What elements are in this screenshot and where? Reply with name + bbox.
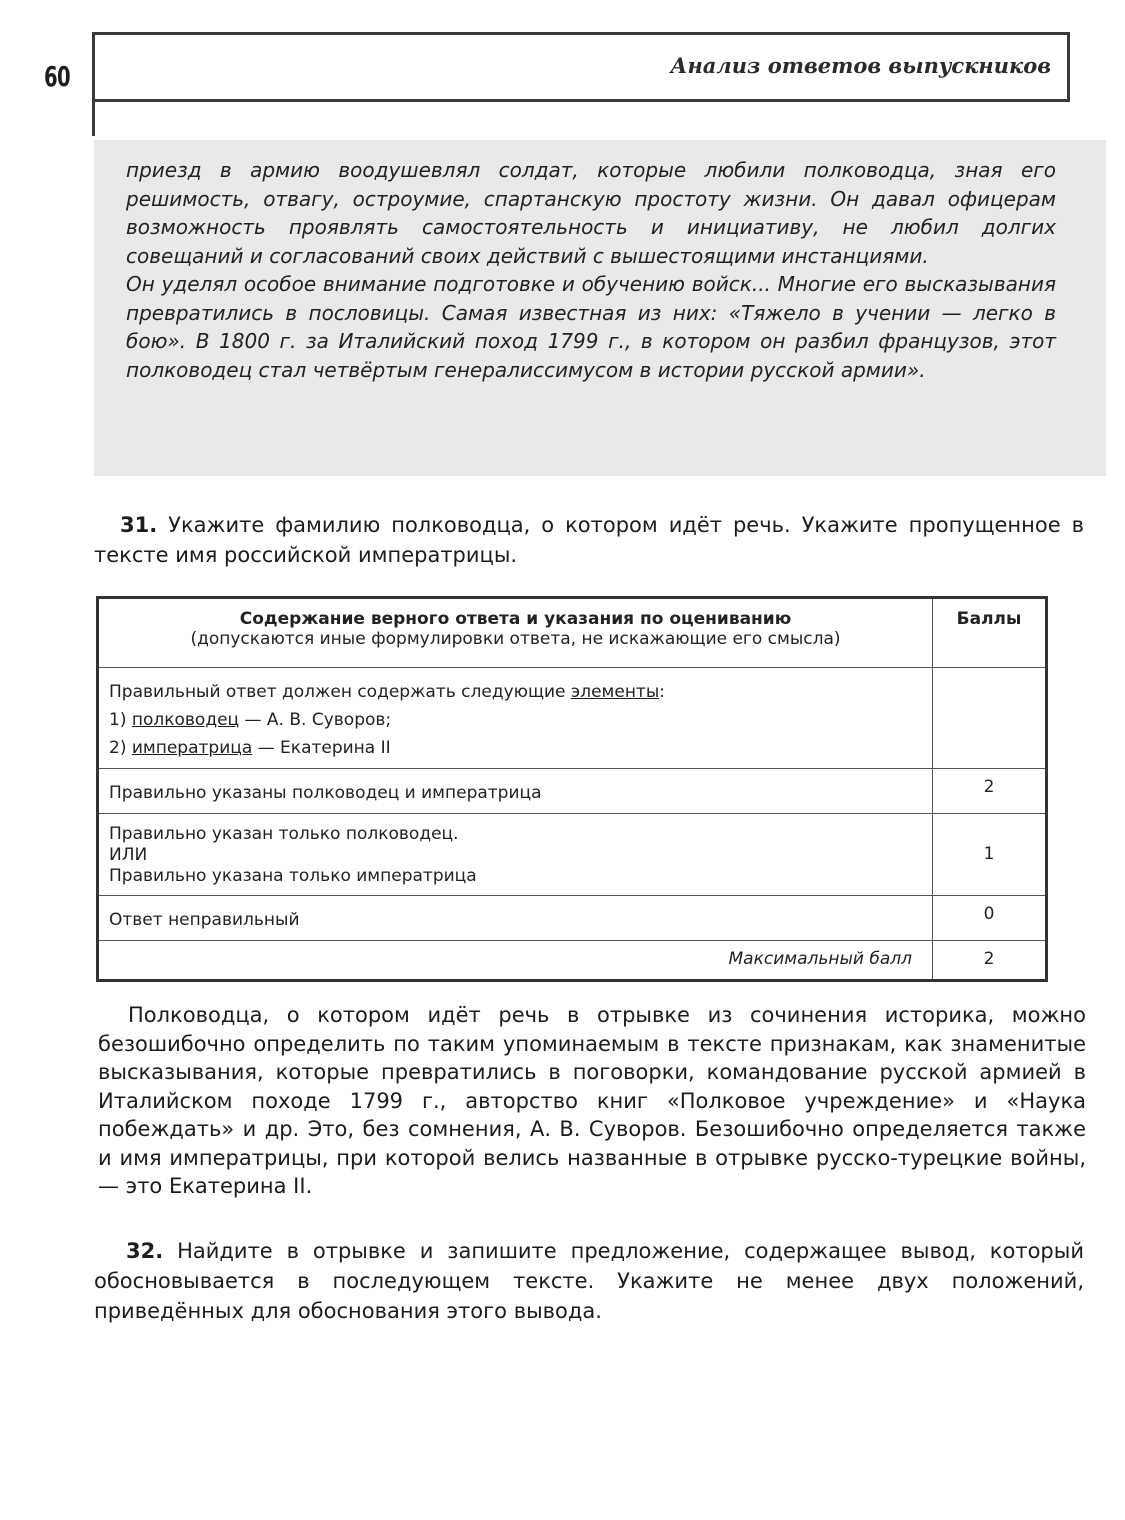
answer-element-1: 1) полководец — А. В. Суворов;: [109, 710, 392, 730]
table-row: [98, 896, 1047, 941]
answer-elements-intro: Правильный ответ должен содержать следующие элементы:: [109, 682, 665, 702]
max-score-label: Максимальный балл: [98, 941, 933, 981]
table-row: [98, 941, 1047, 981]
section-title: Анализ ответов выпускников: [670, 53, 1051, 78]
page-header: [92, 32, 1070, 102]
task-31-number: 31.: [120, 513, 158, 537]
header-divider: [92, 100, 95, 136]
table-row: [98, 668, 1047, 769]
max-score-value: 2: [933, 941, 1047, 981]
task-31-text: Укажите фамилию полководца, о котором идёт речь. Укажите пропущенное в тексте имя российской императрицы.: [94, 513, 1084, 567]
criterion-line: Правильно указан только полководец.: [109, 824, 459, 844]
table-header-row: [98, 598, 1047, 668]
task-32: [94, 1236, 1084, 1326]
answer-elements-cell: [98, 668, 933, 769]
task-32-number: 32.: [126, 1239, 164, 1263]
criterion-one-correct: [98, 814, 933, 896]
page-number: 60: [44, 60, 70, 93]
score-header: Баллы: [933, 598, 1047, 668]
grading-table: [96, 596, 1048, 982]
criterion-line: Правильно указана только императрица: [109, 866, 477, 886]
criteria-header-title: Содержание верного ответа и указания по оцениванию: [239, 609, 792, 629]
answer-analysis: Полководца, о котором идёт речь в отрывке из сочинения историка, можно безошибочно определить по таким упоминаемым в тексте признакам, как знаменитые высказывания, которые превратились в поговорки, командование русской армией в Италийском походе 1799 г., авторство книг «Полковое учреждение» и «Наука побеждать» и др. Это, без сомнения, А. В. Суворов. Безошибочно определяется также и имя императрицы, при которой велись названные в отрывке русско-турецкие войны, — это Екатерина II.: [98, 1003, 1086, 1198]
criteria-header-subtitle: (допускаются иные формулировки ответа, не искажающие его смысла): [190, 629, 841, 649]
criterion-wrong: Ответ неправильный: [98, 896, 933, 941]
score-cell: [933, 668, 1047, 769]
criteria-header: [98, 598, 933, 668]
score-cell: 2: [933, 769, 1047, 814]
source-excerpt: [94, 140, 1106, 476]
table-row: [98, 814, 1047, 896]
task-32-text: Найдите в отрывке и запишите предложение, содержащее вывод, который обосновывается в последующем тексте. Укажите не менее двух положений, приведённых для обоснования этого вывода.: [94, 1239, 1084, 1323]
task-31: [94, 510, 1084, 570]
table-row: [98, 769, 1047, 814]
answer-element-2: 2) императрица — Екатерина II: [109, 738, 391, 758]
criterion-both-correct: Правильно указаны полководец и императрица: [98, 769, 933, 814]
score-cell: 1: [933, 814, 1047, 896]
excerpt-paragraph-2: Он уделял особое внимание подготовке и обучению войск... Многие его высказывания превратились в пословицы. Самая известная из них: «Тяжело в учении — легко в бою». В 1800 г. за Италийский поход 1799 г., в котором он разбил французов, этот полководец стал четвёртым генералиссимусом в истории русской армии».: [126, 272, 1056, 382]
excerpt-text: [126, 156, 1056, 384]
excerpt-paragraph-1: приезд в армию воодушевлял солдат, которые любили полководца, зная его решимость, отвагу, остроумие, спартанскую простоту жизни. Он давал офицерам возможность проявлять самостоятельность и инициативу, не любил долгих совещаний и согласований своих действий с вышестоящими инстанциями.: [126, 158, 1056, 268]
criterion-line: ИЛИ: [109, 845, 148, 865]
score-cell: 0: [933, 896, 1047, 941]
